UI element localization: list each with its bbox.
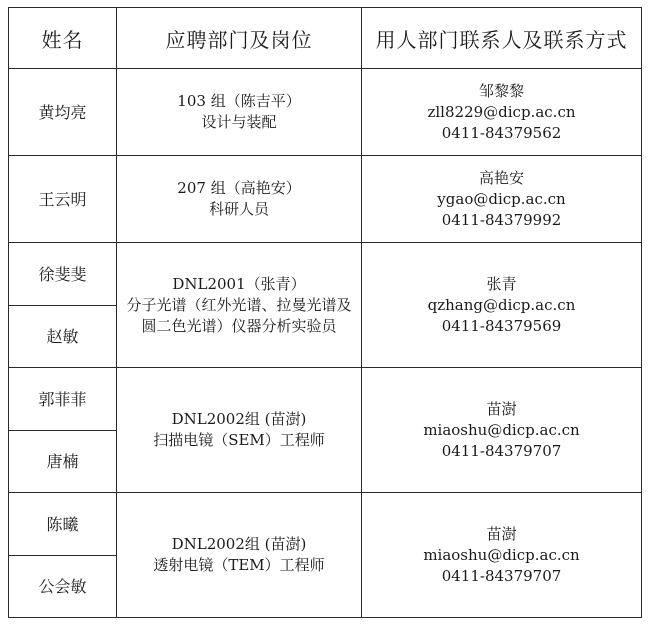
header-contact: 用人部门联系人及联系方式 (362, 8, 642, 69)
position: 扫描电镜（SEM）工程师 (153, 431, 325, 449)
contact-cell (362, 368, 642, 493)
dept-position-cell (117, 243, 362, 368)
dept-group: 103 组（陈吉平） (177, 92, 301, 110)
contact-cell (362, 69, 642, 156)
contact-phone: 0411-84379992 (441, 210, 562, 229)
candidate-name: 陈曦 (9, 493, 117, 556)
dept-position-cell (117, 156, 362, 243)
candidate-name: 王云明 (9, 156, 117, 243)
dept-group: DNL2001（张青） (172, 274, 306, 293)
candidate-name: 赵敏 (9, 306, 117, 368)
dept-group: DNL2002组 (苗澍) (171, 535, 307, 553)
contact-person: 高艳安 (478, 168, 524, 187)
contact-phone: 0411-84379562 (441, 123, 562, 142)
contact-email: zll8229@dicp.ac.cn (427, 102, 576, 121)
position: 分子光谱（红外光谱、拉曼光谱及圆二色光谱）仪器分析实验员 (126, 295, 352, 335)
contact-email: qzhang@dicp.ac.cn (427, 295, 576, 314)
header-dept: 应聘部门及岗位 (117, 8, 362, 69)
candidate-name: 徐斐斐 (9, 243, 117, 306)
dept-position-cell (117, 368, 362, 493)
contact-email: ygao@dicp.ac.cn (437, 189, 566, 208)
candidate-name: 公会敏 (9, 556, 117, 618)
dept-position-cell (117, 69, 362, 156)
table-row (9, 69, 642, 156)
contact-email: miaoshu@dicp.ac.cn (423, 545, 580, 564)
table-row (9, 368, 642, 431)
recruitment-contact-table (8, 7, 642, 618)
header-name: 姓名 (9, 8, 117, 69)
contact-person: 苗澍 (486, 399, 517, 418)
header-row (9, 8, 642, 69)
position: 透射电镜（TEM）工程师 (153, 556, 325, 574)
position: 科研人员 (208, 200, 269, 218)
table-row (9, 493, 642, 556)
contact-person: 苗澍 (486, 524, 517, 543)
contact-cell (362, 243, 642, 368)
contact-cell (362, 156, 642, 243)
contact-person: 邹黎黎 (478, 81, 524, 100)
candidate-name: 唐楠 (9, 431, 117, 493)
table-row (9, 156, 642, 243)
contact-cell (362, 493, 642, 618)
contact-phone: 0411-84379569 (441, 316, 562, 335)
candidate-name: 郭菲菲 (9, 368, 117, 431)
contact-phone: 0411-84379707 (441, 566, 562, 585)
position: 设计与装配 (201, 113, 277, 131)
dept-group: 207 组（高艳安） (177, 179, 301, 197)
contact-phone: 0411-84379707 (441, 441, 562, 460)
contact-email: miaoshu@dicp.ac.cn (423, 420, 580, 439)
candidate-name: 黄均亮 (9, 69, 117, 156)
table-row (9, 243, 642, 306)
dept-position-cell (117, 493, 362, 618)
contact-person: 张青 (486, 274, 517, 293)
dept-group: DNL2002组 (苗澍) (171, 410, 307, 428)
